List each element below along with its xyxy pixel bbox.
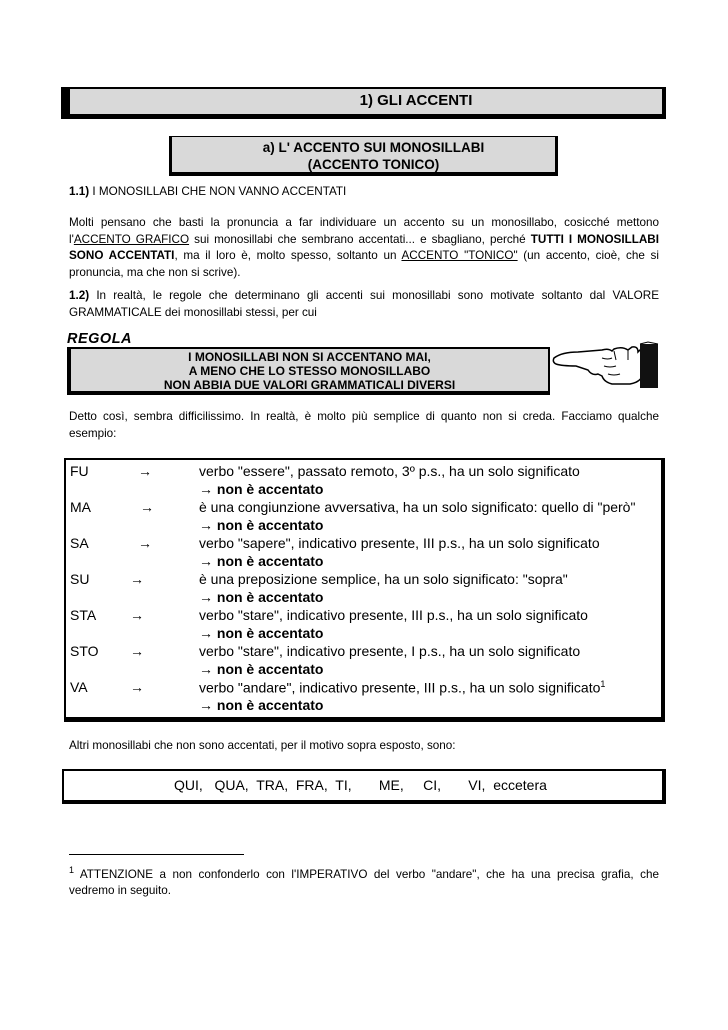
example-description: verbo "stare", indicativo presente, I p.s., ha un solo significato (199, 643, 581, 659)
monosyllable: SU (70, 571, 90, 587)
footnote-text: ATTENZIONE a non confonderlo con l'IMPERATIVO del verbo "andare", che ha una precisa grafia, che vedremo in seguito. (69, 867, 659, 898)
rule-line-3: NON ABBIA DUE VALORI GRAMMATICALI DIVERSI (163, 378, 456, 392)
rule-line-1: I MONOSILLABI NON SI ACCENTANO MAI, (188, 350, 431, 364)
example-note: → non è accentato (199, 589, 324, 605)
example-note: → non è accentato (199, 697, 324, 713)
example-row (66, 643, 661, 679)
example-description: è una congiunzione avversativa, ha un solo significato: quello di "però" (199, 499, 636, 515)
section-subtitle (169, 136, 558, 176)
text-run: Molti pensano che basti la pronuncia a far individuare un accento su un monosillabo, cosicché mettono l' (69, 216, 659, 246)
underlined-text: ACCENTO GRAFICO (73, 232, 190, 246)
paragraph-1 (69, 215, 659, 281)
text-run: (un accento, cioè, che si pronuncia, ma che non si scrive). (69, 249, 659, 279)
arrow-icon: → (130, 679, 144, 695)
example-note: → non è accentato (199, 661, 324, 677)
arrow-icon: → (138, 463, 152, 479)
arrow-icon: → (130, 571, 144, 587)
arrow-icon: → (138, 535, 152, 551)
example-row (66, 535, 661, 571)
example-row (66, 463, 661, 499)
arrow-icon: → (130, 607, 144, 623)
example-description (199, 679, 605, 696)
section-text: In realtà, le regole che determinano gli accenti sui monosillabi sono motivate soltanto dal VALORE GRAMMATICALE dei monosillabi stessi, per cui (69, 289, 659, 319)
monosyllable-list: QUI, QUA, TRA, FRA, TI, ME, CI, VI, eccetera (174, 777, 547, 793)
example-row (66, 607, 661, 643)
text-run: , ma il loro è, molto spesso, soltanto un (174, 249, 402, 262)
example-description: è una preposizione semplice, ha un solo significato: "sopra" (199, 571, 568, 587)
text-run: sui monosillabi che sembrano accentati... e sbagliano, perché (189, 232, 531, 246)
section-text: I MONOSILLABI CHE NON VANNO ACCENTATI (92, 185, 347, 198)
bold-text: TUTTI I MONOSILLABI SONO ACCENTATI (69, 232, 659, 262)
monosyllable: SA (70, 535, 89, 551)
example-note: → non è accentato (199, 553, 324, 569)
section-1-2-paragraph (69, 288, 659, 321)
monosyllable: STA (70, 607, 97, 623)
example-row (66, 499, 661, 535)
rule-box (67, 348, 550, 395)
rule-label: REGOLA (67, 331, 133, 347)
page-title: 1) GLI ACCENTI (61, 87, 666, 119)
footnote (69, 862, 659, 900)
monosyllable: FU (70, 463, 89, 479)
example-description: verbo "stare", indicativo presente, III p.s., ha un solo significato (199, 607, 588, 623)
others-intro: Altri monosillabi che non sono accentati, per il motivo sopra esposto, sono: (69, 739, 456, 752)
monosyllable-list-box (62, 769, 666, 804)
monosyllable: MA (70, 499, 91, 515)
arrow-icon: → (140, 499, 154, 515)
example-note: → non è accentato (199, 625, 324, 641)
arrow-icon: → (130, 643, 144, 659)
example-row (66, 571, 661, 607)
example-note: → non è accentato (199, 481, 324, 497)
footnote-separator (69, 854, 244, 855)
subtitle-line-1: a) L' ACCENTO SUI MONOSILLABI (262, 140, 485, 155)
description-text: verbo "andare", indicativo presente, III p.s., ha un solo significato (199, 679, 601, 696)
section-1-1-heading (69, 184, 659, 201)
example-description: verbo "essere", passato remoto, 3º p.s., ha un solo significato (199, 463, 580, 479)
example-row (66, 679, 661, 715)
pointing-hand-icon (552, 338, 660, 392)
section-number: 1.2) (69, 289, 90, 302)
footnote-ref[interactable]: 1 (600, 679, 606, 689)
footnote-mark: 1 (69, 865, 75, 875)
example-description: verbo "sapere", indicativo presente, III p.s., ha un solo significato (199, 535, 600, 551)
intro-paragraph: Detto così, sembra difficilissimo. In realtà, è molto più semplice di quanto non si creda. Facciamo qualche esempio: (69, 410, 659, 440)
monosyllable: VA (70, 679, 88, 695)
examples-box (64, 458, 665, 722)
underlined-text: ACCENTO "TONICO" (401, 249, 518, 262)
section-number: 1.1) (69, 185, 90, 198)
rule-line-2: A MENO CHE LO STESSO MONOSILLABO (188, 364, 431, 378)
subtitle-line-2: (ACCENTO TONICO) (307, 157, 440, 172)
monosyllable: STO (70, 643, 99, 659)
example-note: → non è accentato (199, 517, 324, 533)
